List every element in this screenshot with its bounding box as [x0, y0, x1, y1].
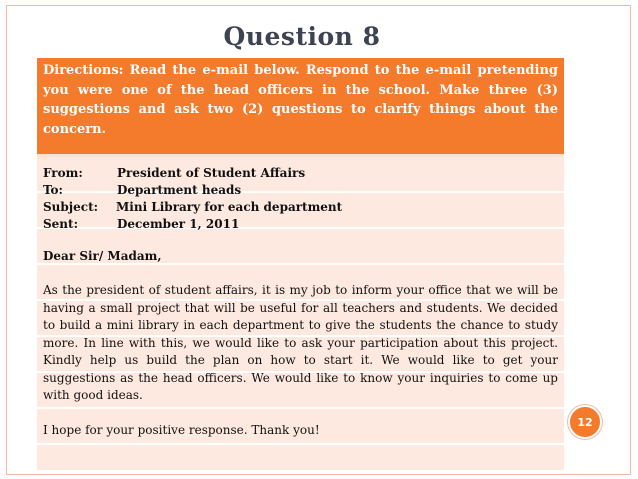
email-header-from	[43, 165, 558, 182]
email-panel	[37, 157, 564, 470]
header-key: From:	[43, 166, 83, 180]
email-salutation: Dear Sir/ Madam,	[43, 249, 162, 263]
page-number: 12	[577, 415, 593, 429]
header-key: Sent:	[43, 217, 78, 231]
email-header-to	[43, 182, 558, 199]
header-key: To:	[43, 183, 63, 197]
row-stripe	[37, 443, 564, 445]
header-value: Mini Library for each department	[116, 200, 343, 214]
slide-title: Question 8	[223, 22, 381, 51]
header-value: President of Student Affairs	[117, 166, 306, 180]
directions-box	[37, 58, 564, 154]
email-header-subject	[43, 199, 558, 216]
email-header-sent	[43, 216, 558, 233]
email-closing: I hope for your positive response. Thank you!	[43, 422, 320, 437]
directions-text: Directions: Read the e-mail below. Respond to the e-mail pretending you were one of the head officers in the school. Make three (3) suggestions and ask two (2) questions to clarify things about the concern.	[43, 63, 558, 137]
email-content	[43, 165, 558, 439]
header-value: Department heads	[117, 183, 242, 197]
header-key: Subject:	[43, 200, 99, 214]
page-number-badge	[568, 405, 602, 439]
header-value: December 1, 2011	[117, 217, 240, 231]
email-body: As the president of student affairs, it is my job to inform your office that we will be having a small project that will be useful for all teachers and students. We decided to build a mini library in each department to give the students the chance to study more. In line with this, we would like to ask your participation about this project. Kindly help us build the plan on how to start it. We would like to get your suggestions as the head officers. We would like to know your inquiries to come up with good ideas.	[43, 283, 558, 402]
